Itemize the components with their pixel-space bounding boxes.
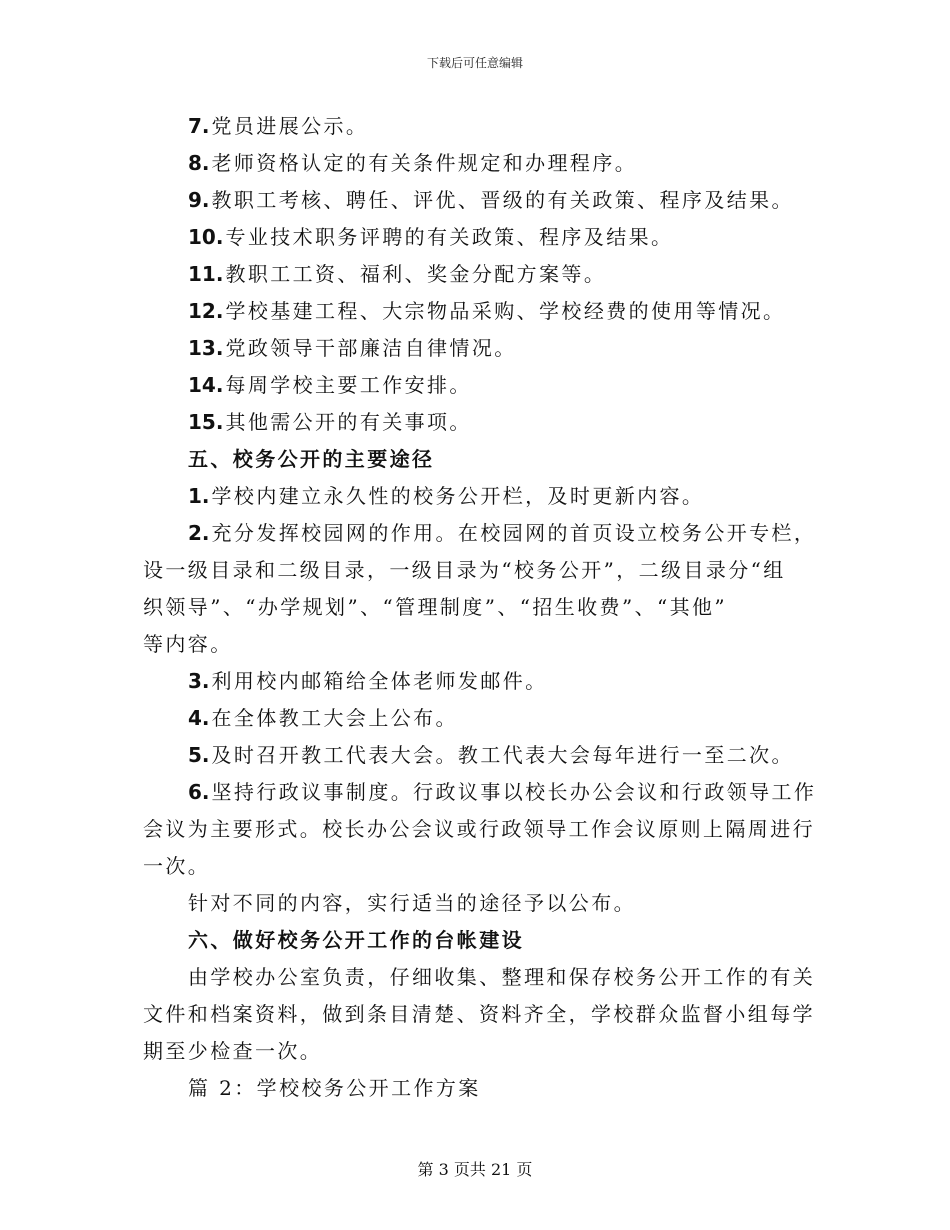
paragraph-line: 针对不同的内容，实行适当的途径予以公布。: [188, 891, 636, 915]
part-title: 篇 2：学校校务公开工作方案: [188, 1076, 481, 1100]
item-number: 1.: [188, 484, 210, 508]
item-text: 充分发挥校园网的作用。在校园网的首页设立校务公开专栏，: [211, 521, 817, 545]
item-number: 4.: [188, 706, 210, 730]
paragraph-line: 一次。: [143, 854, 211, 878]
item-text: 教职工工资、福利、奖金分配方案等。: [225, 262, 607, 286]
list-item: [143, 293, 795, 330]
item-text: 及时召开教工代表大会。教工代表大会每年进行一至二次。: [211, 743, 794, 767]
list-item: [143, 256, 795, 293]
paragraph-line: [143, 774, 817, 811]
item-number: 15.: [188, 410, 224, 434]
item-number: 6.: [188, 780, 210, 804]
list-item: [143, 145, 795, 182]
paragraph-line: 设一级目录和二级目录，一级目录为“校务公开”，二级目录分“组: [143, 558, 786, 582]
item-text: 党员进展公示。: [211, 114, 369, 138]
document-body: [143, 108, 817, 1107]
list-item: [143, 330, 795, 367]
paragraph-line: 期至少检查一次。: [143, 1039, 323, 1063]
paragraph-line: 由学校办公室负责，仔细收集、整理和保存校务公开工作的有关: [188, 965, 816, 989]
item-number: 12.: [188, 299, 224, 323]
paragraph-line: 会议为主要形式。校长办公会议或行政领导工作会议原则上隔周进行: [143, 817, 815, 841]
item-number: 14.: [188, 373, 224, 397]
item-text: 坚持行政议事制度。行政议事以校长办公会议和行政领导工作: [211, 780, 817, 804]
item-text: 老师资格认定的有关条件规定和办理程序。: [211, 151, 638, 175]
item-number: 8.: [188, 151, 210, 175]
item-text: 其他需公开的有关事项。: [225, 410, 472, 434]
item-text: 党政领导干部廉洁自律情况。: [225, 336, 517, 360]
list-item: [143, 182, 795, 219]
item-text: 教职工考核、聘任、评优、晋级的有关政策、程序及结果。: [211, 188, 794, 212]
section-heading-5: 五、校务公开的主要途径: [188, 447, 435, 471]
item-number: 10.: [188, 225, 224, 249]
item-text: 学校内建立永久性的校务公开栏，及时更新内容。: [211, 484, 705, 508]
item-number: 9.: [188, 188, 210, 212]
paragraph-line: 织领导”、“办学规划”、“管理制度”、“招生收费”、“其他”: [143, 595, 728, 619]
item-text: 每周学校主要工作安排。: [225, 373, 472, 397]
item-text: 专业技术职务评聘的有关政策、程序及结果。: [225, 225, 674, 249]
section-heading-6: 六、做好校务公开工作的台帐建设: [188, 928, 524, 952]
paragraph-line: [143, 515, 817, 552]
list-item: [143, 700, 795, 737]
item-number: 2.: [188, 521, 210, 545]
item-number: 3.: [188, 669, 210, 693]
list-item: [143, 219, 795, 256]
item-text: 学校基建工程、大宗物品采购、学校经费的使用等情况。: [225, 299, 786, 323]
item-number: 11.: [188, 262, 224, 286]
list-item: [143, 404, 795, 441]
paragraph-line: 等内容。: [143, 632, 233, 656]
list-item: [143, 478, 795, 515]
item-text: 利用校内邮箱给全体老师发邮件。: [211, 669, 548, 693]
page-footer: 第 3 页共 21 页: [417, 1160, 533, 1179]
list-item: [143, 663, 795, 700]
item-number: 5.: [188, 743, 210, 767]
page-header: 下载后可任意编辑: [426, 56, 523, 70]
item-text: 在全体教工大会上公布。: [211, 706, 458, 730]
list-item: [143, 108, 795, 145]
list-item: [143, 737, 795, 774]
list-item: [143, 367, 795, 404]
item-number: 7.: [188, 114, 210, 138]
item-number: 13.: [188, 336, 224, 360]
paragraph-line: 文件和档案资料，做到条目清楚、资料齐全，学校群众监督小组每学: [143, 1002, 815, 1026]
